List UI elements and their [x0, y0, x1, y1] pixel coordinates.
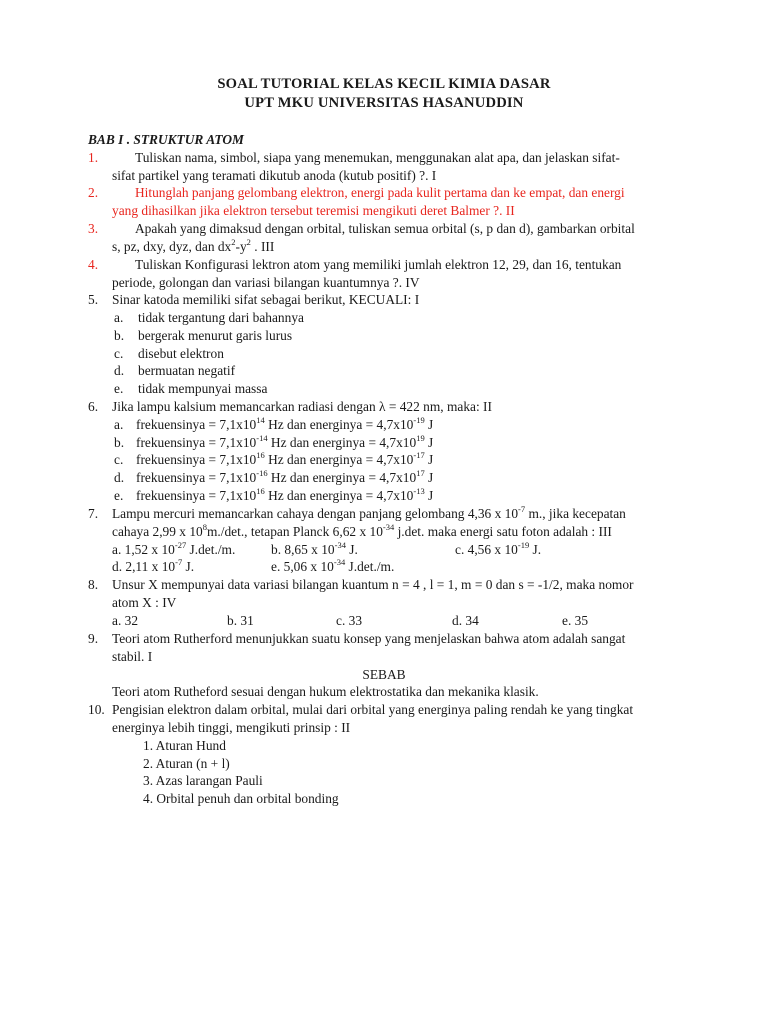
q1-line2: sifat partikel yang teramati dikutub anoda (kutub positif) ?. I	[112, 168, 437, 183]
section-heading: BAB I . STRUKTUR ATOM	[88, 132, 244, 147]
q7-line2: cahaya 2,99 x $10^8m./\det$., tetapan Planck 6,62 x $10^{-34}$ j.det. maka energi satu foton adalah : III	[112, 522, 612, 539]
q8-number: 8.	[88, 577, 99, 592]
q8-option-c: c. 33	[336, 613, 363, 628]
q9-line2: stabil. I	[112, 649, 153, 664]
q4-number: 4.	[88, 257, 99, 272]
q2-line1: Hitunglah panjang gelombang elektron, energi pada kulit pertama dan ke empat, dan energi	[135, 185, 625, 200]
q8-option-b: b. 31	[227, 613, 254, 628]
q10-item-1: 1. Aturan Hund	[143, 738, 226, 753]
q3-line1: Apakah yang dimaksud dengan orbital, tuliskan semua orbital (s, p dan d), gambarkan orbital	[135, 221, 635, 236]
q8-line2: atom X : IV	[112, 595, 177, 610]
q7-option-e: e. 5,06 x $10^{-34}$ J.det./m.	[271, 557, 395, 574]
q6-option-d: d. frekuensinya = $7,1x10^{-16}$ Hz dan energinya = $4,7x10^{17}$ J	[114, 468, 434, 485]
doc-title: SOAL TUTORIAL KELAS KECIL KIMIA DASAR	[217, 76, 551, 92]
q9-number: 9.	[88, 631, 99, 646]
q6-option-e: e. frekuensinya = $7,1x10^{16}$ Hz dan energinya = $4,7x10^{-13}$ J	[114, 486, 434, 503]
q10-line2: energinya lebih tinggi, mengikuti prinsip : II	[112, 720, 351, 735]
q8-line1: Unsur X mempunyai data variasi bilangan kuantum n = 4 , l = 1, m = 0 dan s = -1/2, maka nomor	[112, 577, 634, 592]
q7-option-c: c. 4,56 x $10^{-19}$ J.	[455, 540, 542, 557]
q10-item-4: 4. Orbital penuh dan orbital bonding	[143, 791, 339, 806]
q5-number: 5.	[88, 292, 99, 307]
q9-line1: Teori atom Rutherford menunjukkan suatu konsep yang menjelaskan bahwa atom adalah sangat	[112, 631, 626, 646]
q6-number: 6.	[88, 399, 99, 414]
q4-line1: Tuliskan Konfigurasi lektron atom yang memiliki jumlah elektron 12, 29, dan 16, tentukan	[135, 257, 622, 272]
q9-sebab: SEBAB	[362, 667, 406, 682]
q2-line2: yang dihasilkan jika elektron tersebut teremisi mengikuti deret Balmer ?. II	[112, 203, 515, 218]
q10-item-2: 2. Aturan (n + l)	[143, 756, 230, 771]
q6-option-a: a. frekuensinya = $7,1x10^{14}$ Hz dan energinya = $4,7x10^{-19}$ J	[114, 415, 434, 432]
q8-option-d: d. 34	[452, 613, 479, 628]
q8-option-e: e. 35	[562, 613, 589, 628]
q1-line1: Tuliskan nama, simbol, siapa yang menemukan, menggunakan alat apa, dan jelaskan sifat-	[135, 150, 620, 165]
q6-option-b: b. frekuensinya = $7,1x10^{-14}$ Hz dan energinya = $4,7x10^{19}$ J	[114, 433, 434, 450]
q10-line1: Pengisian elektron dalam orbital, mulai dari orbital yang energinya paling rendah ke yang tingkat	[112, 702, 634, 717]
q5-option-c: c. disebut elektron	[114, 346, 224, 361]
doc-subtitle: UPT MKU UNIVERSITAS HASANUDDIN	[244, 95, 524, 111]
q7-line1: Lampu mercuri memancarkan cahaya dengan panjang gelombang 4,36 x $10^{-7}$ m., jika kecepatan	[112, 504, 626, 521]
q5-option-b: b. bergerak menurut garis lurus	[114, 328, 293, 343]
q3-number: 3.	[88, 221, 99, 236]
q4-line2: periode, golongan dan variasi bilangan kuantumnya ?. IV	[112, 275, 420, 290]
q10-item-3: 3. Azas larangan Pauli	[143, 773, 263, 788]
q3-line2: s, pz, dxy, dyz, dan $dx^2-y^2$ . III	[112, 237, 275, 254]
q2-number: 2.	[88, 185, 99, 200]
q5-text: Sinar katoda memiliki sifat sebagai berikut, KECUALI: I	[112, 292, 420, 307]
q10-number: 10.	[88, 702, 105, 717]
q8-option-a: a. 32	[112, 613, 139, 628]
q5-option-a: a. tidak tergantung dari bahannya	[114, 310, 304, 325]
q6-option-c: c. frekuensinya = $7,1x10^{16}$ Hz dan energinya = $4,7x10^{-17}$ J	[114, 450, 434, 467]
q7-option-d: d. 2,11 x $10^{-7}$ J.	[112, 557, 195, 574]
q6-text: Jika lampu kalsium memancarkan radiasi dengan λ = 422 nm, maka: II	[112, 399, 492, 414]
q5-option-d: d. bermuatan negatif	[114, 363, 236, 378]
q7-number: 7.	[88, 506, 99, 521]
q5-option-e: e. tidak mempunyai massa	[114, 381, 268, 396]
q7-option-b: b. 8,65 x $10^{-34}$ J.	[271, 540, 358, 557]
q1-number: 1.	[88, 150, 99, 165]
q9-line3: Teori atom Rutheford sesuai dengan hukum elektrostatika dan mekanika klasik.	[112, 684, 539, 699]
q7-option-a: a. 1,52 x $10^{-27}$ J.det./m.	[112, 540, 236, 557]
